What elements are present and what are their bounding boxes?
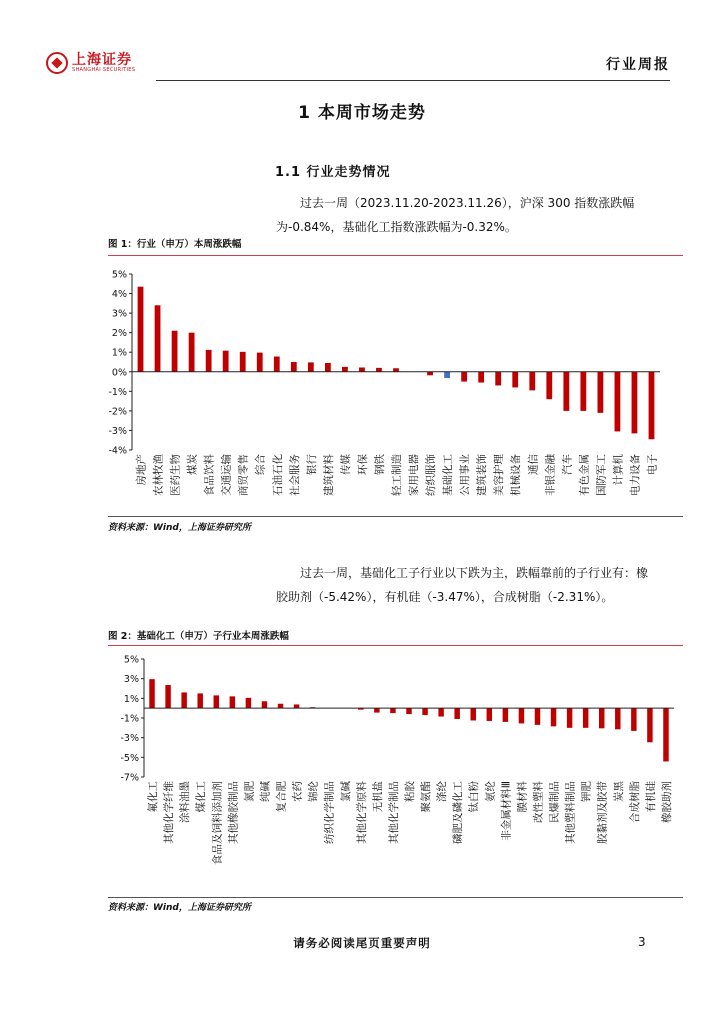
category-label: 纯碱 <box>259 781 272 802</box>
category-label: 家用电器 <box>408 454 421 496</box>
bar <box>495 372 501 386</box>
category-label: 医药生物 <box>169 454 182 496</box>
category-label: 交通运输 <box>220 454 233 496</box>
category-label: 商贸零售 <box>237 454 250 496</box>
paragraph-2-text: 过去一周，基础化工子行业以下跌为主，跌幅靠前的子行业有：橡胶助剂（-5.42%），有机硅（-3.47%），合成树脂（-2.31%）。 <box>276 566 649 604</box>
bar <box>189 333 195 372</box>
figure-2-title: 图 2：基础化工（申万）子行业本周涨跌幅 <box>108 631 289 642</box>
category-label: 膜材料 <box>516 781 529 813</box>
bar <box>535 708 540 725</box>
category-label: 无机盐 <box>371 781 384 813</box>
y-tick-label: -1% <box>108 386 127 398</box>
figure-2-source: 资料来源：Wind，上海证券研究所 <box>108 903 251 913</box>
bar <box>632 372 638 434</box>
category-label: 粘胶 <box>404 781 416 802</box>
bar <box>438 708 443 716</box>
bar <box>454 708 459 719</box>
category-label: 磷肥及磷化工 <box>452 781 465 844</box>
category-label: 有色金属 <box>578 454 591 497</box>
bar <box>567 708 572 728</box>
y-tick-label: -7% <box>120 772 139 784</box>
y-tick-label: 5% <box>111 269 127 281</box>
bar <box>563 372 569 411</box>
category-label: 电力设备 <box>629 454 642 496</box>
category-label: 钾肥 <box>580 781 593 802</box>
category-label: 纺织化学制品 <box>323 781 336 844</box>
category-label: 石油石化 <box>271 454 284 496</box>
bar <box>444 372 450 378</box>
bar <box>223 351 229 372</box>
category-label: 涂料油墨 <box>179 781 192 823</box>
bar <box>406 708 411 714</box>
y-tick-label: -5% <box>120 752 139 764</box>
logo-icon <box>46 52 68 74</box>
bar <box>138 287 144 372</box>
header-rule <box>156 80 670 81</box>
bar <box>427 372 433 376</box>
category-label: 计算机 <box>612 454 625 486</box>
bar <box>461 372 467 382</box>
bar <box>291 362 297 372</box>
category-label: 非银金融 <box>544 454 557 496</box>
y-tick-label: 5% <box>123 654 139 666</box>
bar <box>599 708 604 728</box>
bar <box>165 685 170 708</box>
bar <box>230 696 235 708</box>
bar <box>206 350 212 372</box>
bar <box>181 692 186 708</box>
category-label: 其他化学制品 <box>387 781 400 844</box>
category-label: 氨纶 <box>484 781 497 802</box>
bar <box>487 708 492 721</box>
category-label: 有机硅 <box>644 781 657 813</box>
bar <box>663 708 668 761</box>
bar <box>503 708 508 722</box>
category-label: 环保 <box>356 454 369 475</box>
category-label: 农林牧渔 <box>152 454 165 496</box>
category-label: 其他化学纤维 <box>163 781 176 844</box>
category-label: 非金属材料Ⅲ <box>500 781 513 841</box>
category-label: 其他塑料制品 <box>564 781 577 844</box>
category-label: 传媒 <box>339 454 352 475</box>
paragraph-1 <box>276 191 656 239</box>
category-label: 涤纶 <box>436 781 449 802</box>
category-label: 通信 <box>527 454 540 475</box>
logo-text-en: SHANGHAI SECURITIES <box>72 67 136 73</box>
bar <box>359 367 365 371</box>
y-tick-label: 1% <box>123 693 139 705</box>
y-tick-label: 1% <box>111 347 127 359</box>
category-label: 煤化工 <box>195 781 208 813</box>
category-label: 胶黏剂及胶带 <box>596 781 609 844</box>
bar <box>529 372 535 391</box>
category-label: 民爆制品 <box>548 781 561 823</box>
bar <box>512 372 518 388</box>
y-tick-label: 3% <box>123 674 139 686</box>
page-header <box>46 52 670 82</box>
category-label: 煤炭 <box>186 454 199 475</box>
figure-1-source: 资料来源：Wind，上海证券研究所 <box>108 523 251 533</box>
figure-1-top-rule <box>108 255 683 256</box>
category-label: 美容护理 <box>493 454 506 496</box>
bar <box>647 708 652 742</box>
category-label: 国防军工 <box>595 454 608 496</box>
category-label: 氮肥 <box>243 781 256 802</box>
category-label: 其他橡胶制品 <box>227 781 240 844</box>
bar <box>374 708 379 712</box>
paragraph-2 <box>276 561 656 609</box>
bar <box>615 708 620 729</box>
category-label: 机械设备 <box>510 454 523 496</box>
category-label: 汽车 <box>561 454 574 475</box>
y-tick-label: -3% <box>108 425 127 437</box>
category-label: 银行 <box>305 454 318 475</box>
bar <box>376 368 382 372</box>
category-label: 氟化工 <box>147 781 160 813</box>
bar <box>172 331 178 372</box>
footer-disclaimer: 请务必阅读尾页重要声明 <box>293 936 431 950</box>
bar <box>246 698 251 708</box>
category-label: 轻工制造 <box>391 454 403 496</box>
figure-1-title: 图 1：行业（申万）本周涨跌幅 <box>108 239 242 250</box>
y-tick-label: 2% <box>111 328 127 340</box>
category-label: 聚氨酯 <box>420 781 433 813</box>
bar <box>262 701 267 708</box>
bar <box>546 372 552 399</box>
section-title: 1 本周市场走势 <box>298 103 426 123</box>
bar <box>294 704 299 708</box>
category-label: 橡胶助剂 <box>660 781 673 823</box>
category-label: 建筑材料 <box>322 454 335 496</box>
y-tick-label: -3% <box>120 733 139 745</box>
page-number: 3 <box>638 935 646 949</box>
chart-subindustry-weekly <box>108 648 683 896</box>
brand-logo <box>46 52 135 74</box>
report-type: 行业周报 <box>606 57 670 73</box>
y-tick-label: -4% <box>108 445 127 457</box>
bar <box>597 372 603 413</box>
bar <box>615 372 621 432</box>
category-label: 农药 <box>291 781 304 802</box>
bar <box>274 357 280 372</box>
bar <box>308 362 314 371</box>
bar <box>519 708 524 723</box>
category-label: 公用事业 <box>459 454 472 496</box>
category-label: 钢铁 <box>373 454 386 475</box>
y-tick-label: -1% <box>120 713 139 725</box>
bar <box>649 372 655 439</box>
bar <box>390 708 395 713</box>
category-label: 基础化工 <box>442 454 455 496</box>
category-label: 钛白粉 <box>468 781 481 813</box>
chart-industry-weekly <box>108 258 683 514</box>
category-label: 氯碱 <box>339 781 352 802</box>
figure-2-bottom-rule <box>108 897 683 898</box>
bar <box>214 695 219 708</box>
logo-text-cn: 上海证券 <box>72 52 132 68</box>
category-label: 纺织服饰 <box>425 454 438 496</box>
category-label: 建筑装饰 <box>476 454 489 496</box>
category-label: 社会服务 <box>288 454 301 496</box>
category-label: 食品饮料 <box>203 454 216 496</box>
category-label: 锦纶 <box>307 781 320 802</box>
bar <box>393 368 399 372</box>
category-label: 房地产 <box>135 454 148 486</box>
bar <box>342 367 348 372</box>
bar <box>278 704 283 708</box>
category-label: 其他化学原料 <box>355 781 368 844</box>
bar <box>471 708 476 720</box>
bar <box>197 693 202 708</box>
bar <box>422 708 427 715</box>
figure-2-top-rule <box>108 645 683 646</box>
bar <box>149 679 154 708</box>
bar <box>257 353 263 372</box>
y-tick-label: 0% <box>111 367 127 379</box>
category-label: 改性塑料 <box>532 781 545 823</box>
figure-1-bottom-rule <box>108 516 683 517</box>
category-label: 食品及饲料添加剂 <box>211 781 224 865</box>
y-tick-label: 4% <box>111 289 127 301</box>
bar <box>583 708 588 728</box>
paragraph-1-text: 过去一周（2023.11.20-2023.11.26），沪深 300 指数涨跌幅为-0.84%，基础化工指数涨跌幅为-0.32%。 <box>276 196 635 234</box>
category-label: 合成树脂 <box>628 781 641 823</box>
category-label: 复合肥 <box>275 781 288 813</box>
bar <box>580 372 586 411</box>
category-label: 电子 <box>646 454 659 475</box>
bar <box>478 372 484 383</box>
bar <box>551 708 556 726</box>
bar <box>240 352 246 372</box>
y-tick-label: -2% <box>108 406 127 418</box>
category-label: 炭黑 <box>612 781 625 802</box>
bar <box>325 363 331 372</box>
category-label: 综合 <box>254 454 267 475</box>
y-tick-label: 3% <box>111 308 127 320</box>
bar <box>155 305 161 371</box>
bar <box>631 708 636 731</box>
section-subtitle: 1.1 行业走势情况 <box>275 165 391 180</box>
